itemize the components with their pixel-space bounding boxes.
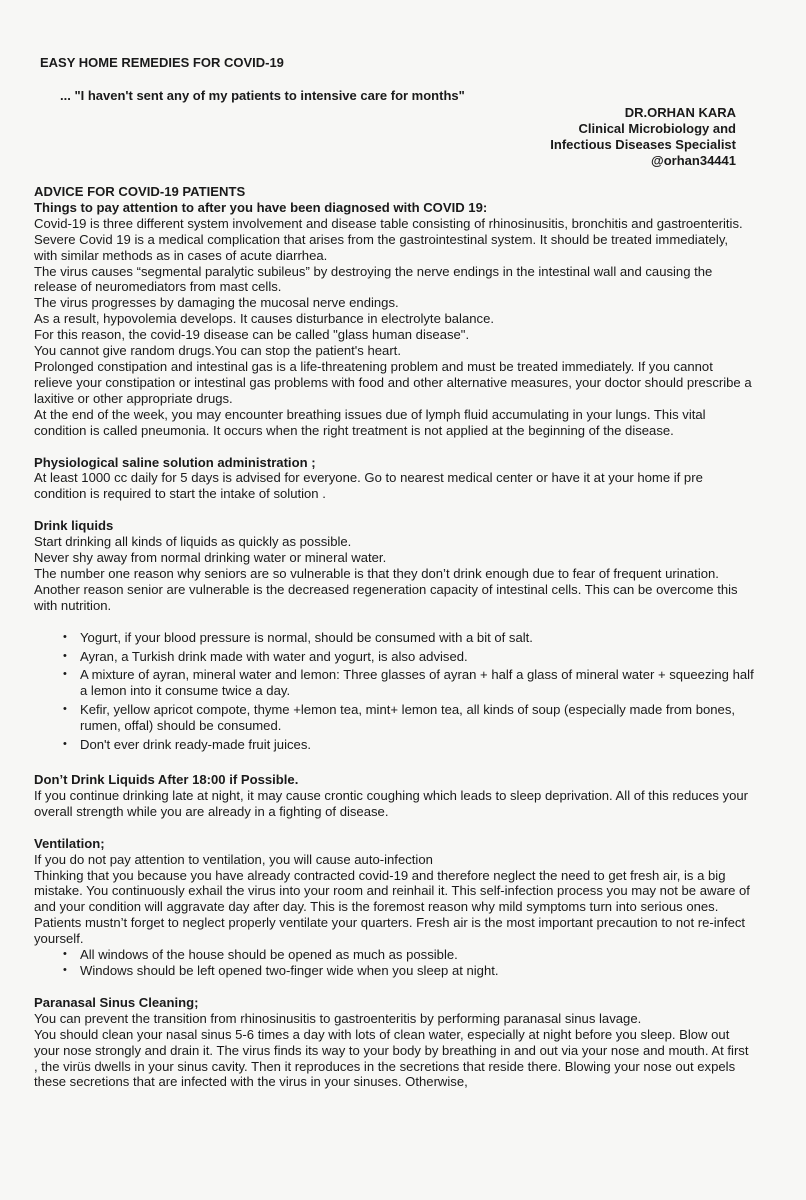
paragraph: You should clean your nasal sinus 5-6 times a day with lots of clean water, especially at night before you sleep. Blow out your nose strongly and drain it. The virus finds its way to your body by breathing in and out via your nose and mouth. At first , the virüs dwells in your sinus cavity. Then it reproduces in the secretions that reside there. Blowing your nose out expels these secretions that are infected with the virus in your sinuses. Otherwise, xyxy=(34,1026,749,1090)
bullet-list xyxy=(34,630,754,753)
list-item: • Yogurt, if your blood pressure is normal, should be consumed with a bit of salt. xyxy=(63,629,533,645)
section-heading: Paranasal Sinus Cleaning; xyxy=(34,994,199,1010)
section-late-liquids xyxy=(34,772,754,820)
bullet-icon: • xyxy=(63,963,67,976)
list-item: • All windows of the house should be opened as much as possible. xyxy=(63,947,458,963)
list-item: • Ayran, a Turkish drink made with water and yogurt, is also advised. xyxy=(63,648,468,664)
section-heading: Ventilation; xyxy=(34,835,105,851)
paragraph: Thinking that you because you have already contracted covid-19 and therefore neglect the need to get fresh air, is a big mistake. You continuously exhail the virus into your room and reinhail it. This self-infection process you may not be aware of and your condition will aggravate day after day. This is the foremost reason why mild symptoms turn into serious ones. Patients mustn’t forget to neglect properly ventilate your quarters. Fresh air is the most important precaution to not re-infect yourself. xyxy=(34,867,750,947)
section-heading: Physiological saline solution administration ; xyxy=(34,454,316,470)
bullet-icon: • xyxy=(63,649,67,662)
document-body xyxy=(34,184,754,1090)
paragraph: Never shy away from normal drinking water or mineral water. xyxy=(34,550,387,566)
paragraph: You cannot give random drugs.You can stop the patient's heart. xyxy=(34,343,401,359)
section-diagnosis xyxy=(34,200,754,439)
list-item: • Don't ever drink ready-made fruit juices. xyxy=(63,737,312,753)
paragraph: If you continue drinking late at night, it may cause crontic coughing which leads to sleep deprivation. All of this reduces your overall strength while you are already in a fighting of disease. xyxy=(34,787,749,819)
advice-heading: ADVICE FOR COVID-19 PATIENTS xyxy=(34,184,246,199)
author-title-line2: Infectious Diseases Specialist xyxy=(550,137,736,152)
document-quote: ... "I haven't sent any of my patients to intensive care for months" xyxy=(60,88,465,103)
bullet-list xyxy=(34,947,754,979)
section-heading: Don’t Drink Liquids After 18:00 if Possible. xyxy=(34,772,299,787)
section-heading: Drink liquids xyxy=(34,518,114,534)
section-heading: Things to pay attention to after you have been diagnosed with COVID 19: xyxy=(34,199,488,215)
bullet-icon: • xyxy=(63,948,67,961)
paragraph: At the end of the week, you may encounter breathing issues due of lymph fluid accumulating in your lungs. This vital condition is called pneumonia. It occurs when the right treatment is not applied at the beginning of the disease. xyxy=(34,406,706,438)
paragraph: Prolonged constipation and intestinal gas is a life-threatening problem and must be treated immediately. If you cannot relieve your constipation or intestinal gas problems with food and other alternative measures, your doctor should prescribe a laxitive or other appropriate drugs. xyxy=(34,358,752,406)
paragraph: The virus progresses by damaging the mucosal nerve endings. xyxy=(34,295,399,311)
section-drink-liquids xyxy=(34,518,754,753)
bullet-icon: • xyxy=(63,668,67,681)
author-handle: @orhan34441 xyxy=(651,153,736,168)
author-title-line1: Clinical Microbiology and xyxy=(578,121,736,136)
paragraph: Covid-19 is three different system involvement and disease table consisting of rhinosinusitis, bronchitis and gastroenteritis. xyxy=(34,215,743,231)
list-item: • Windows should be left opened two-finger wide when you sleep at night. xyxy=(63,962,499,978)
list-item: • A mixture of ayran, mineral water and lemon: Three glasses of ayran + half a glass of mineral water + squeezing half a lemon into it consume twice a day. xyxy=(63,667,754,699)
paragraph: If you do not pay attention to ventilation, you will cause auto-infection xyxy=(34,851,433,867)
list-item: • Kefir, yellow apricot compote, thyme +lemon tea, mint+ lemon tea, all kinds of soup (especially made from bones, rumen, offal) should be consumed. xyxy=(63,702,736,734)
bullet-icon: • xyxy=(63,630,67,643)
paragraph: Start drinking all kinds of liquids as quickly as possible. xyxy=(34,534,352,550)
bullet-icon: • xyxy=(63,703,67,716)
paragraph: At least 1000 cc daily for 5 days is advised for everyone. Go to nearest medical center or have it at your home if pre condition is required to start the intake of solution . xyxy=(34,470,703,502)
paragraph: Severe Covid 19 is a medical complication that arises from the gastrointestinal system. It should be treated immediately, with similar methods as in cases of acute diarrhea. xyxy=(34,231,729,263)
section-sinus-cleaning xyxy=(34,995,754,1090)
paragraph: You can prevent the transition from rhinosinusitis to gastroenteritis by performing paranasal sinus lavage. xyxy=(34,1010,642,1026)
author-name: DR.ORHAN KARA xyxy=(624,105,736,120)
paragraph: For this reason, the covid-19 disease can be called "glass human disease". xyxy=(34,327,470,343)
paragraph: As a result, hypovolemia develops. It causes disturbance in electrolyte balance. xyxy=(34,311,494,327)
bullet-icon: • xyxy=(63,738,67,751)
paragraph: The number one reason why seniors are so vulnerable is that they don’t drink enough due to fear of frequent urination. Another reason senior are vulnerable is the decreased regeneration capacity of intestinal cells. This can be overcome this with nutrition. xyxy=(34,565,738,613)
document-title: EASY HOME REMEDIES FOR COVID-19 xyxy=(40,55,284,70)
author-block xyxy=(550,105,736,169)
section-saline xyxy=(34,455,754,503)
paragraph: The virus causes “segmental paralytic subileus” by destroying the nerve endings in the intestinal wall and causing the release of neuromediators from mast cells. xyxy=(34,263,713,295)
section-ventilation xyxy=(34,836,754,979)
